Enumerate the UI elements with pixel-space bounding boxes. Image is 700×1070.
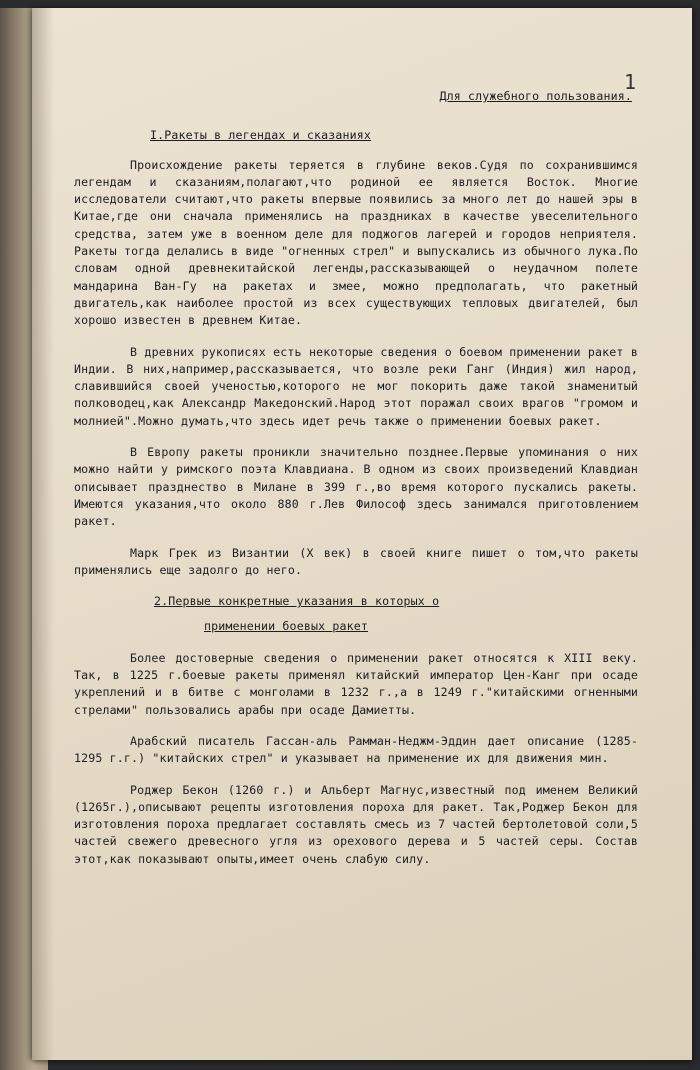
paragraph: Марк Грек из Византии (Х век) в своей книге пишет о том,что ракеты применялись еще задолго до него. bbox=[74, 545, 638, 577]
paragraph: Роджер Бекон (1260 г.) и Альберт Магнус,известный под именем Великий (1265г.),описывают рецепты изготовления пороха для ракет. Так,Роджер Бекон для изготовления пороха предлагает составлять смесь из 7 частей бертолетовой соли,5 частей свежего древесного угля из орехового дерева и 5 частей серы. Состав этот,как показывают опыты,имеет очень слабую силу. bbox=[74, 782, 638, 866]
page-number-mark: 1 bbox=[623, 70, 636, 94]
section-1-title: I.Ракеты в легендах и сказаниях bbox=[150, 128, 372, 143]
page-text bbox=[74, 88, 638, 882]
paragraph: Происхождение ракеты теряется в глубине веков.Судя по сохранившимся легендам и сказаниям,полагают,что родиной ее является Восток. Многие исследователи считают,что ракеты впервые появились за много лет до нашей эры в Китае,где они сначала применялись на праздниках в качестве увеселительного средства, затем уже в военном деле для поджогов лагерей и городов неприятеля. Ракеты тогда делались в виде "огненных стрел" и выпускались из обычного лука.По словам одной древнекитайской легенды,рассказывающей о неудачном полете мандарина Ван-Гу на ракетах и змее, можно предполагать, что ракетный двигатель,как наиболее простой из всех существующих тепловых двигателей, был хорошо известен в древнем Китае. bbox=[74, 157, 638, 328]
classification-header: Для служебного пользования. bbox=[439, 89, 632, 103]
section-2-title-line-2: применении боевых ракет bbox=[204, 619, 368, 634]
section-2-title-line-1: 2.Первые конкретные указания в которых о bbox=[154, 594, 440, 609]
paragraph: Более достоверные сведения о применении ракет относятся к XIII веку. Так, в 1225 г.боевые ракеты применял китайский император Цен-Канг при осаде укреплений и в битве с монголами в 1232 г.,а в 1249 г."китайскими огненными стрелами" пользовались арабы при осаде Дамиетты. bbox=[74, 650, 638, 717]
paragraph: Арабский писатель Гассан-аль Рамман-Неджм-Эддин дает описание (1285-1295 г.г.) "китайских стрел" и указывает на применение их для движения мин. bbox=[74, 733, 638, 766]
paragraph: В Европу ракеты проникли значительно позднее.Первые упоминания о них можно найти у римского поэта Клавдиана. В одном из своих произведений Клавдиан описывает празднество в Милане в 399 г.,во время которого пускались ракеты. Имеются указания,что около 880 г.Лев Философ здесь занимался приготовлением ракет. bbox=[74, 445, 638, 529]
paragraph: В древних рукописях есть некоторые сведения о боевом применении ракет в Индии. В них,например,рассказывается, что возле реки Ганг (Индия) жил народ, славившийся своей ученостью,которого не мог покорить даже такой знаменитый полководец,как Александр Македонский.Народ этот поражал своих врагов "громом и молнией".Можно думать,что здесь идет речь также о применении боевых ракет. bbox=[74, 344, 638, 428]
page-shadow bbox=[32, 8, 54, 1060]
